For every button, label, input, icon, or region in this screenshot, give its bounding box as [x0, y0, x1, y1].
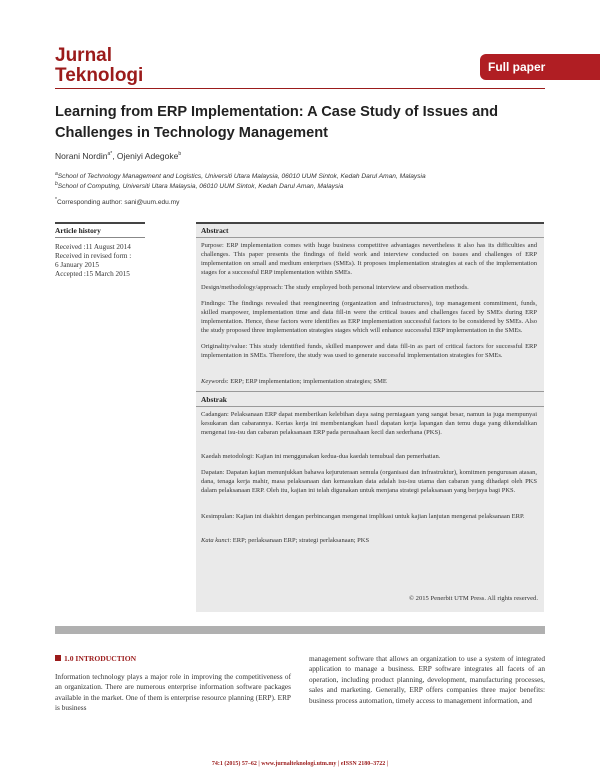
- abstrak-rule: [196, 406, 544, 407]
- history-rule: [55, 237, 145, 238]
- abstrak-top-rule: [196, 391, 544, 392]
- full-paper-badge: Full paper: [480, 54, 600, 80]
- abstract-rule: [196, 237, 544, 238]
- history-title: Article history: [55, 226, 101, 235]
- corresponding-author: *Corresponding author: sani@uum.edu.my: [55, 197, 180, 207]
- abstrak-cadangan: Cadangan: Pelaksanaan ERP dapat memberikan kelebihan daya saing perniagaan yang sangat besar, namun ia juga mempunyai kesukaran dan cabarannya. Kertas kerja ini membentangkan hasil dapatan kerja lapangan dan temu duga yang dikendalikan mengenai isu-isu dan cabaran pelaksanaan ERP pada perusahaan kecil dan sederhana (PKS).: [201, 411, 537, 436]
- abstrak-dapatan: Dapatan: Dapatan kajian menunjukkan bahawa kejuruteraan semula (organisasi dan infrastruktur), komitmen pengurusan atasan, dana, tenaga kerja mahir, masa pelaksanaan dan kemasukan data adalah isu-isu utama dan cabaran yang dihadapi oleh PKS dalam pelaksanaan ERP. Oleh itu, kajian ini telah digunakan untuk menjana strategi pelaksanaan yang berjaya bagi PKS.: [201, 469, 537, 494]
- abstract-purpose: Purpose: ERP implementation comes with huge business competitive advantages nevertheless it also has its difficulties and challenges. This paper presents the findings of field work and interview conducted on issues and challenges of ERP implementation on small and medium enterprises (SMEs). It proposes implementation strategies at each of the implementation stages for a successful ERP implementation within SMEs.: [201, 242, 537, 276]
- history-line: Accepted :15 March 2015: [55, 270, 130, 278]
- history-top-rule: [55, 222, 145, 224]
- section-separator: [55, 626, 545, 634]
- affiliation-b: $^b$School of Computing, Universiti Utara Malaysia, 06010 UUM Sintok, Kedah Darul Aman, Malaysia: [55, 181, 344, 191]
- body-column-2: management software that allows an organization to use a system of integrated application to manage a business. ERP software integrates all facets of an operation, including product planning, development, manufacturing processes, sales and marketing. Generally, ERP offers companies three major benefits: business process automation, timely access to management information, and: [309, 654, 545, 705]
- body-column-1: Information technology plays a major role in improving the competitiveness of an organization. There are numerous enterprise information software packages available in the market. One of them is enterprise resource planning (ERP). ERP is business: [55, 672, 291, 713]
- authors: Norani Nordin$^{a*}$, Ojeniyi Adegoke$^b$: [55, 151, 182, 161]
- copyright: © 2015 Penerbit UTM Press. All rights reserved.: [409, 595, 538, 602]
- abstrak-kesimpulan: Kesimpulan: Kajian ini diakhiri dengan perbincangan mengenai implikasi untuk kajian lanjutan mengenai pelaksanaan ERP.: [201, 513, 525, 520]
- section-square-icon: [55, 655, 61, 661]
- abstract-keywords: Keywords: ERP; ERP implementation; implementation strategies; SME: [201, 378, 387, 385]
- abstract-originality: Originality/value: This study identified funds, skilled manpower and data fill-in as part of critical factors for successful ERP implementation in SMEs. Therefore, the study was used to generate successful implementation strategies for SMEs.: [201, 343, 537, 359]
- abstract-design: Design/methodology/approach: The study employed both personal interview and observation methods.: [201, 284, 469, 291]
- section-heading: 1.0 INTRODUCTION: [55, 654, 136, 663]
- journal-logo: [55, 46, 143, 86]
- history-line: Received :11 August 2014: [55, 243, 131, 251]
- abstrak-kata-kunci: Kata kunci: ERP; perlaksanaan ERP; strategi perlaksanaan; PKS: [201, 537, 370, 544]
- abstract-findings: Findings: The findings revealed that reengineering (organization and infrastructures), top management commitment, funds, skilled manpower, implementation time and data fill-in were the critical issues and challenges faced by SMEs during ERP implementation. Hence, these factors were identifies as ERP implementation successful factors to be considered by SMEs. Also the study proposed three implementation strategies stages which will enhance successful ERP implementation in the SMEs.: [201, 300, 537, 334]
- header-divider: [55, 88, 545, 89]
- page-footer: 74:1 (2015) 57–62 | www.jurnalteknologi.utm.my | eISSN 2180–3722 |: [211, 761, 389, 767]
- logo-line-1: Jurnal: [55, 45, 113, 66]
- history-line: 6 January 2015: [55, 261, 99, 269]
- abstrak-heading: Abstrak: [201, 395, 227, 404]
- history-line: Received in revised form :: [55, 252, 132, 260]
- logo-line-2: Teknologi: [55, 65, 144, 86]
- abstrak-kaedah: Kaedah metodologi: Kajian ini menggunakan kedua-dua kaedah temubual dan pemerhatian.: [201, 453, 441, 460]
- article-title: Learning from ERP Implementation: A Case Study of Issues and Challenges in Technology Management: [55, 104, 499, 141]
- affiliation-a: $^a$School of Technology Management and Logistics, Universiti Utara Malaysia, 06010 UUM Sintok, Kedah Darul Aman, Malaysia: [55, 171, 426, 181]
- abstract-heading: Abstract: [201, 226, 229, 235]
